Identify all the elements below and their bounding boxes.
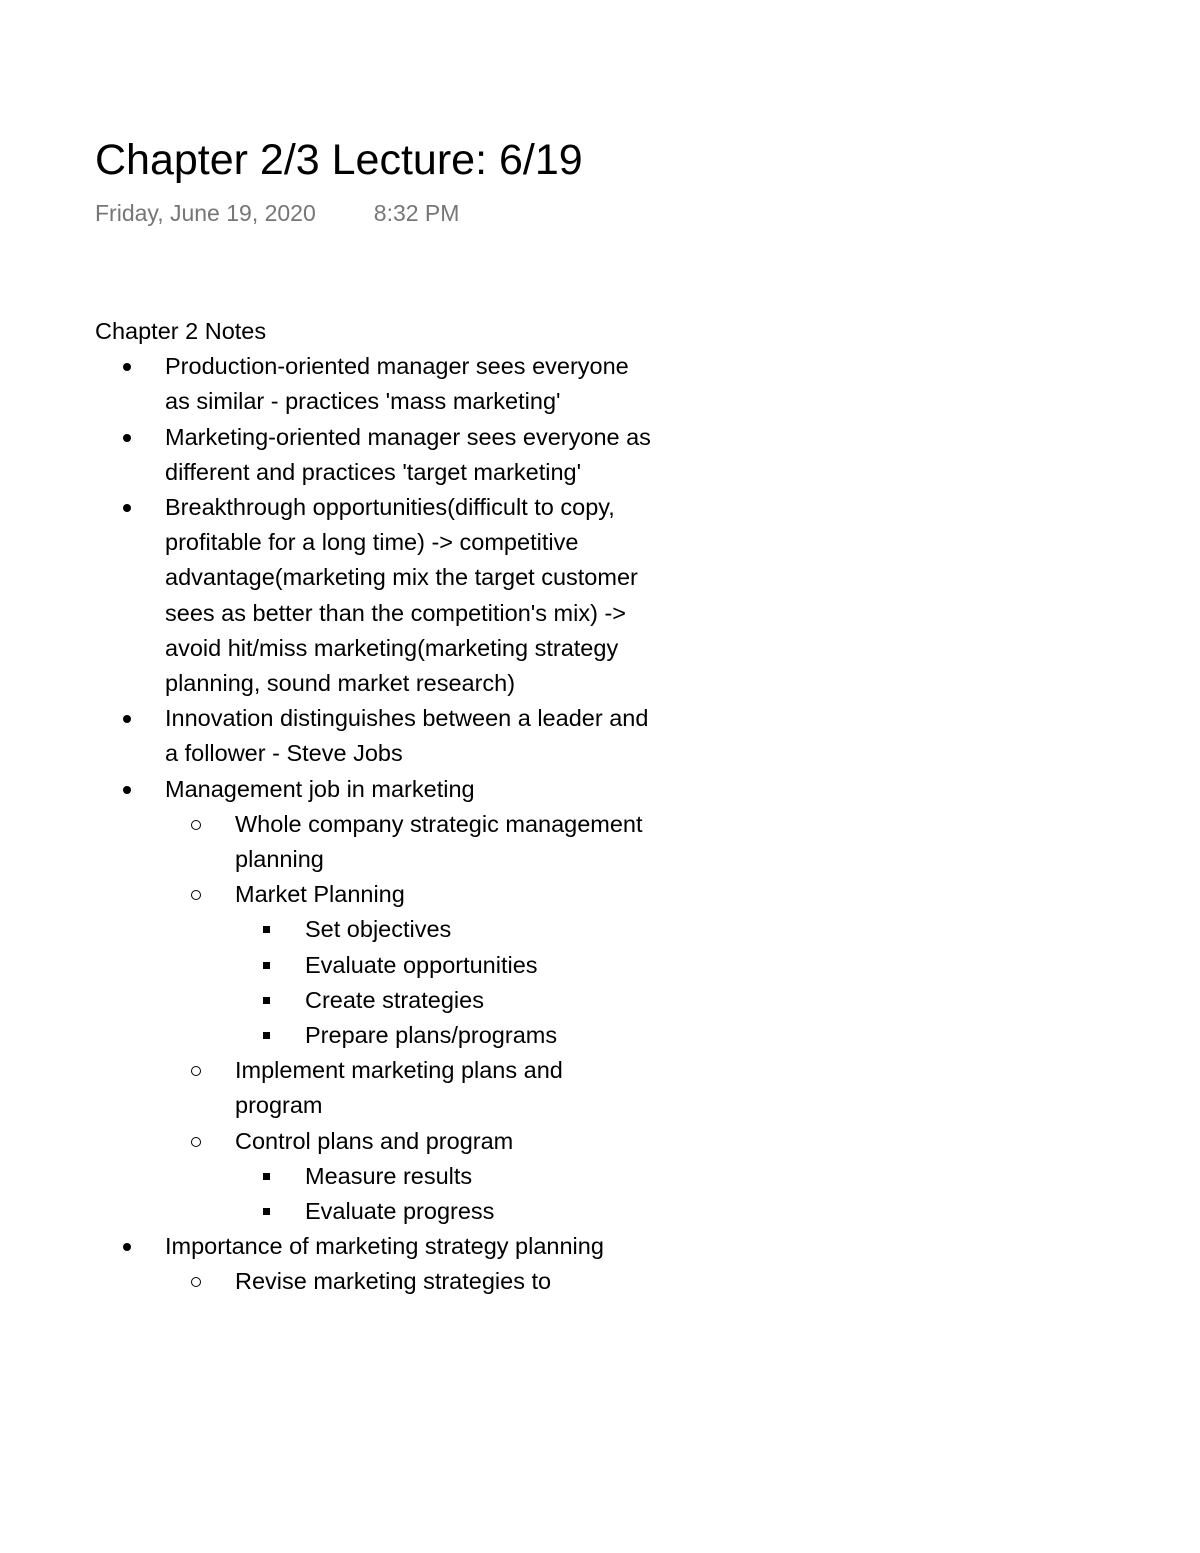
sub-list-item	[165, 1053, 655, 1123]
sub-sub-list-item-text: Create strategies	[305, 986, 484, 1013]
sub-list-item	[165, 807, 655, 877]
note-time: 8:32 PM	[373, 200, 460, 226]
sub-list-item-text: Market Planning	[235, 881, 405, 908]
list-item-text: Production-oriented manager sees everyone as similar - practices 'mass marketing'	[165, 353, 629, 415]
sub-list-item	[165, 1124, 655, 1230]
list-item-text: Management job in marketing	[165, 775, 475, 802]
bullet-square-icon	[263, 997, 270, 1004]
list-item	[95, 420, 655, 490]
bullet-square-icon	[263, 1032, 270, 1039]
bullet-square-icon	[263, 1208, 270, 1215]
sub-sub-list-item-text: Evaluate opportunities	[305, 951, 538, 978]
bullet-disc-icon	[123, 715, 131, 723]
bullet-circle-icon	[191, 1137, 201, 1147]
sub-sub-list-item-text: Set objectives	[305, 916, 452, 943]
page-metadata	[95, 198, 459, 228]
notes-body	[95, 314, 655, 1300]
sub-list-item-text: Revise marketing strategies to	[235, 1268, 552, 1295]
sub-sub-bullet-list	[235, 912, 655, 1053]
list-item-text: Breakthrough opportunities(difficult to copy, profitable for a long time) -> competitive advantage(marketing mix the target customer sees as better than the competition's mix) -> avoid hit/miss marketing(marketing strategy planning, sound market research)	[165, 494, 638, 697]
page-title: Chapter 2/3 Lecture: 6/19	[95, 136, 583, 184]
bullet-disc-icon	[123, 434, 131, 442]
sub-list-item-text: Whole company strategic management planning	[235, 810, 643, 873]
list-item-text: Innovation distinguishes between a leader and a follower - Steve Jobs	[165, 705, 649, 767]
list-item	[95, 1229, 655, 1299]
sub-sub-list-item	[235, 948, 655, 983]
bullet-disc-icon	[123, 504, 131, 512]
list-item-text: Importance of marketing strategy planning	[165, 1233, 604, 1260]
sub-sub-bullet-list	[235, 1159, 655, 1229]
sub-sub-list-item-text: Measure results	[305, 1162, 473, 1189]
sub-sub-list-item	[235, 1159, 655, 1194]
sub-sub-list-item	[235, 912, 655, 947]
sub-sub-list-item	[235, 983, 655, 1018]
bullet-circle-icon	[191, 820, 201, 830]
sub-sub-list-item-text: Prepare plans/programs	[305, 1022, 558, 1049]
sub-bullet-list	[165, 1264, 655, 1299]
bullet-square-icon	[263, 926, 270, 933]
bullet-circle-icon	[191, 1066, 201, 1076]
sub-sub-list-item	[235, 1018, 655, 1053]
note-date: Friday, June 19, 2020	[95, 200, 316, 226]
bullet-circle-icon	[191, 890, 201, 900]
sub-list-item-text: Implement marketing plans and program	[235, 1057, 563, 1119]
sub-sub-list-item-text: Evaluate progress	[305, 1198, 495, 1225]
bullet-list	[95, 349, 655, 1299]
list-item	[95, 349, 655, 419]
list-item	[95, 701, 655, 771]
list-item	[95, 772, 655, 1230]
sub-list-item	[165, 877, 655, 1053]
sub-bullet-list	[165, 807, 655, 1229]
sub-list-item	[165, 1264, 655, 1299]
bullet-square-icon	[263, 962, 270, 969]
bullet-disc-icon	[123, 786, 131, 794]
list-item	[95, 490, 655, 701]
bullet-square-icon	[263, 1173, 270, 1180]
sub-list-item-text: Control plans and program	[235, 1127, 514, 1154]
bullet-circle-icon	[191, 1277, 201, 1287]
bullet-disc-icon	[123, 1243, 131, 1251]
bullet-disc-icon	[123, 363, 131, 371]
list-item-text: Marketing-oriented manager sees everyone as different and practices 'target marketing'	[165, 423, 651, 485]
notes-heading: Chapter 2 Notes	[95, 318, 267, 344]
sub-sub-list-item	[235, 1194, 655, 1229]
